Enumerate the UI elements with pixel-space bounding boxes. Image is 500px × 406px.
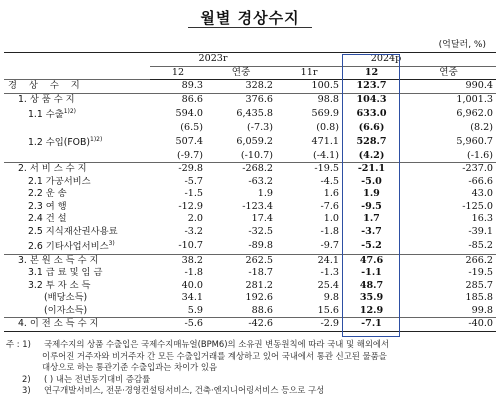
table-row [4,226,496,239]
table-cell: 633.0 [356,107,387,119]
table-cell: 104.3 [342,93,401,106]
table-cell: -5.0 [361,175,382,187]
table-row [4,318,496,332]
col-2023-annual: 연중 [206,66,276,80]
table-cell: -10.7 [178,239,203,251]
col-2024-annual: 연중 [401,66,496,80]
table-cell: -4.5 [320,175,340,187]
table-row [4,280,496,293]
table-cell: 40.0 [181,279,203,291]
table-cell: 266.2 [401,254,496,267]
table-cell: (-7.3) [247,121,274,133]
table-cell: -39.1 [468,225,494,237]
table-cell: -1.8 [184,267,203,279]
table-cell: 1.9 [257,188,274,200]
table-cell: -268.2 [206,163,276,176]
table-cell: 6,059.2 [236,135,274,147]
row-label [4,150,150,163]
table-cell: 98.8 [276,93,342,106]
table-cell: -125.0 [462,200,494,212]
table-row [4,188,496,201]
table-cell: 35.9 [359,292,384,304]
row-label [4,292,150,305]
table-cell: -9.7 [320,239,340,251]
table-cell: 12.9 [359,304,384,316]
row-label [4,163,150,176]
current-account-table [4,52,496,332]
table-cell: 507.4 [175,135,203,147]
footnote-text: 연구개발서비스, 전문·경영컨설팅서비스, 건축·엔지니어링서비스 등으로 구성 [44,385,325,395]
table-cell: 5.9 [187,304,203,316]
table-cell: -1.1 [361,267,382,279]
row-label [4,267,150,280]
row-label [4,226,150,239]
table-cell: (-10.7) [240,149,274,161]
table-cell: -1.5 [184,188,203,200]
table-cell: 328.2 [206,80,276,94]
footnote-marker: 주 : 1) [6,339,31,349]
footnote-marker: 3) [22,385,31,395]
row-label-text: 2.3 여 행 [28,200,67,212]
row-label-text: 경 상 수 지 [8,80,85,91]
row-label [4,305,150,318]
table-cell: 25.4 [317,279,340,291]
row-label-text: 3. 본 원 소 득 수 지 [18,254,99,266]
footnote-text: 국제수지의 상품 수출입은 국제수지매뉴얼(BPM6)의 소유권 변동원칙에 따라 국내 및 해외에서 [44,339,390,349]
table-cell: (0.8) [316,121,340,133]
table-row [4,150,496,163]
row-label [4,106,150,122]
row-label-text: 2.6 기타사업서비스 [28,241,109,253]
table-cell: -5.6 [150,318,206,332]
table-cell: 17.4 [251,213,274,225]
footnote-1-line-3: 대상으로 하는 통관기준 수출입과는 차이가 있음 [42,362,218,372]
table-cell: -40.0 [401,318,496,332]
table-row [4,292,496,305]
row-label [4,238,150,254]
table-cell: 47.6 [342,254,401,267]
row-label [4,318,150,332]
table-cell: 594.0 [175,107,203,119]
row-label [4,122,150,135]
table-cell: -5.2 [361,239,382,251]
table-row [4,254,496,267]
row-label-text: (이자소득) [44,304,88,316]
table-cell: 1.9 [363,188,380,200]
table-cell: -9.5 [361,200,382,212]
table-cell: 2.0 [187,213,203,225]
table-cell: 15.6 [317,304,340,316]
row-label [4,188,150,201]
table-cell: 1.6 [323,188,340,200]
table-cell: 5,960.7 [456,135,494,147]
table-cell: -12.9 [178,200,203,212]
table-cell: 1,001.3 [401,93,496,106]
table-cell: -7.1 [342,318,401,332]
row-label-text: 2.5 지식재산권사용료 [28,225,118,237]
row-label-text: 2.2 운 송 [28,188,67,200]
table-row [4,267,496,280]
table-cell: 86.6 [150,93,206,106]
table-cell: 16.3 [471,213,494,225]
table-cell: 100.5 [276,80,342,94]
table-cell: 990.4 [401,80,496,94]
table-cell: -237.0 [401,163,496,176]
table-cell: -89.8 [248,239,274,251]
table-cell: -42.6 [206,318,276,332]
table-cell: 38.2 [150,254,206,267]
table-cell: 6,962.0 [456,107,494,119]
row-label-text: 1.2 수입(FOB) [28,137,90,149]
row-label-text: 3.2 투 자 소 득 [28,279,91,291]
row-label-text: 2.1 가공서비스 [28,175,91,187]
footnote-1 [6,339,494,351]
table-row [4,122,496,135]
header-blank [4,53,150,80]
table-cell: 262.5 [206,254,276,267]
table-cell: 34.1 [181,292,203,304]
table-cell: 48.7 [359,279,384,291]
table-cell: 281.2 [245,279,274,291]
row-label-text: 1. 상 품 수 지 [18,93,75,105]
row-label-text: (배당소득) [44,292,88,304]
row-label [4,176,150,189]
table-cell: -29.8 [150,163,206,176]
footnote-ref: 1)2) [63,108,77,115]
table-cell: (6.5) [180,121,203,133]
table-cell: -21.1 [342,163,401,176]
row-label-text: 3.1 급 료 및 임 금 [28,267,103,279]
table-cell: 9.8 [323,292,340,304]
table-cell: (-1.6) [467,149,494,161]
table-cell: 376.6 [206,93,276,106]
footnotes [6,339,494,397]
table-cell: -19.5 [276,163,342,176]
table-cell: (8.2) [470,121,494,133]
col-2023-dec: 12 [150,66,206,80]
table-cell: 1.0 [323,213,340,225]
table-cell: -63.2 [248,175,274,187]
table-cell: -66.6 [468,175,494,187]
table-cell: 43.0 [471,188,494,200]
row-label [4,80,150,94]
row-label-text: 2. 서 비 스 수 지 [18,163,87,175]
footnote-2 [6,374,494,386]
row-label-text: 4. 이 전 소 득 수 지 [18,318,99,330]
table-cell: -3.2 [184,225,203,237]
table-row [4,305,496,318]
title-underline [188,27,312,28]
footnote-ref: 3) [108,240,115,248]
table-cell: -19.5 [468,267,494,279]
table-row [4,106,496,122]
footnote-3 [6,385,494,397]
row-label [4,134,150,150]
table-cell: (-4.1) [313,149,340,161]
table-cell: -3.7 [361,225,382,237]
row-label [4,93,150,106]
table-cell: (4.2) [358,149,385,161]
table-cell: -85.2 [468,239,494,251]
header-year-2024: 2024p [276,53,496,67]
table-cell: 123.7 [342,80,401,94]
row-label [4,280,150,293]
table-cell: 471.1 [311,135,340,147]
table-cell: 192.6 [245,292,274,304]
table-row [4,213,496,226]
table-row [4,134,496,150]
table-cell: -32.5 [248,225,274,237]
table-row [4,80,496,94]
row-label-text: 2.4 건 설 [28,213,67,225]
table-cell: 569.9 [311,107,340,119]
header-year-2023: 2023r [150,53,276,67]
table-cell: -18.7 [248,267,274,279]
table-cell: 1.7 [363,213,380,225]
footnote-ref: 1)2) [90,136,103,144]
table-cell: -7.6 [320,200,340,212]
table-row [4,238,496,254]
row-label [4,254,150,267]
row-label [4,213,150,226]
table-row [4,201,496,214]
table-cell: (-9.7) [177,149,203,161]
table-cell: -2.9 [276,318,342,332]
table-row [4,93,496,106]
unit-label: (억달러, %) [438,40,486,50]
col-2024-nov: 11r [276,66,342,80]
table-cell: -1.8 [320,225,340,237]
table-cell: -1.3 [320,267,340,279]
footnote-text: ( ) 내는 전년동기대비 증감률 [44,373,151,384]
table-cell: 528.7 [356,135,387,147]
table-cell: 89.3 [150,80,206,94]
table-cell: 24.1 [276,254,342,267]
table-row [4,163,496,176]
table-cell: 185.8 [465,292,494,304]
table-cell: 88.6 [251,304,274,316]
row-label [4,201,150,214]
table-cell: 6,435.8 [236,107,274,119]
col-2024-dec: 12 [342,66,401,80]
row-label-text: 1.1 수출 [28,109,64,121]
table-row [4,176,496,189]
table-cell: -123.4 [242,200,274,212]
footnote-1-line-2: 이루어진 거주자와 비거주자 간 모든 수출입거래를 계상하고 있어 국내에서 통관 신고된 물품을 [42,350,387,361]
table-cell: -5.7 [184,175,203,187]
footnote-marker: 2) [22,373,31,384]
table-cell: (6.6) [358,121,385,133]
table-cell: 99.8 [471,304,494,316]
table-cell: 285.7 [465,279,494,291]
page-title: 월별 경상수지 [200,9,300,27]
